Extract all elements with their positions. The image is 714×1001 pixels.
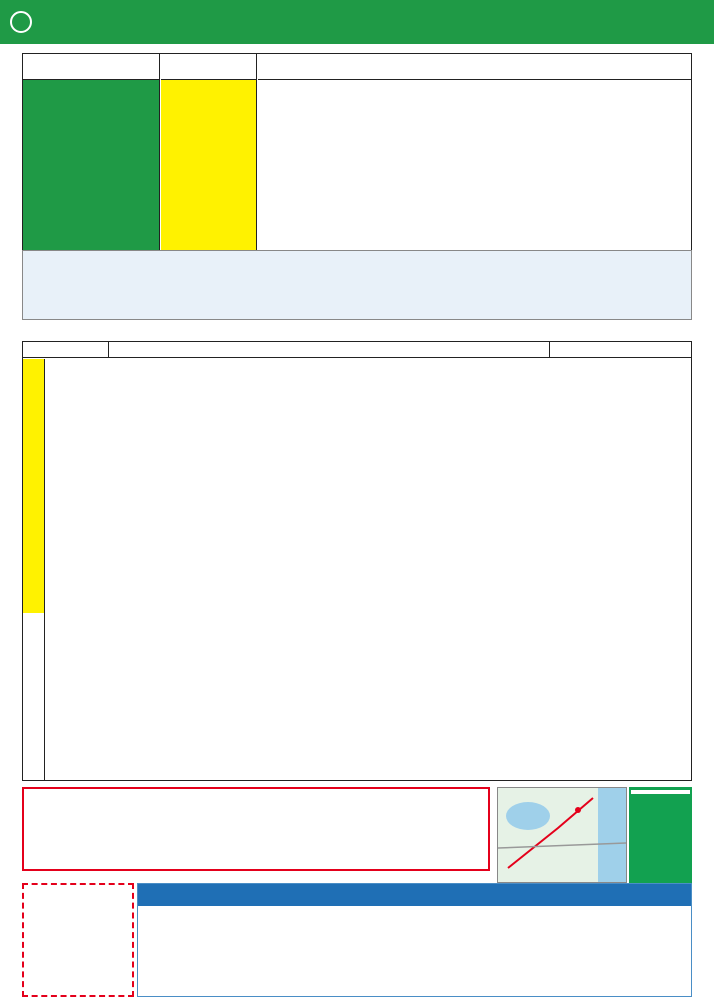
location-map bbox=[497, 787, 627, 883]
title-number bbox=[10, 11, 32, 33]
garbage-side-label bbox=[23, 359, 45, 613]
retail-body bbox=[24, 887, 132, 893]
recyclables-side-label bbox=[23, 613, 45, 780]
recycle-how-header bbox=[109, 342, 550, 358]
category-header bbox=[161, 54, 257, 80]
title-bar bbox=[0, 0, 714, 44]
map-graphic bbox=[498, 788, 626, 882]
incineration-box bbox=[22, 787, 490, 871]
recycle-category-header bbox=[23, 342, 109, 358]
dates-header bbox=[258, 54, 692, 80]
sdg-box bbox=[629, 787, 692, 883]
rules-box bbox=[22, 250, 692, 320]
cannot-process-box bbox=[137, 883, 692, 997]
recycle-put-header bbox=[550, 342, 691, 358]
retail-box bbox=[22, 883, 134, 997]
recyclables-table bbox=[22, 341, 692, 781]
collection-areas-header bbox=[23, 54, 159, 80]
